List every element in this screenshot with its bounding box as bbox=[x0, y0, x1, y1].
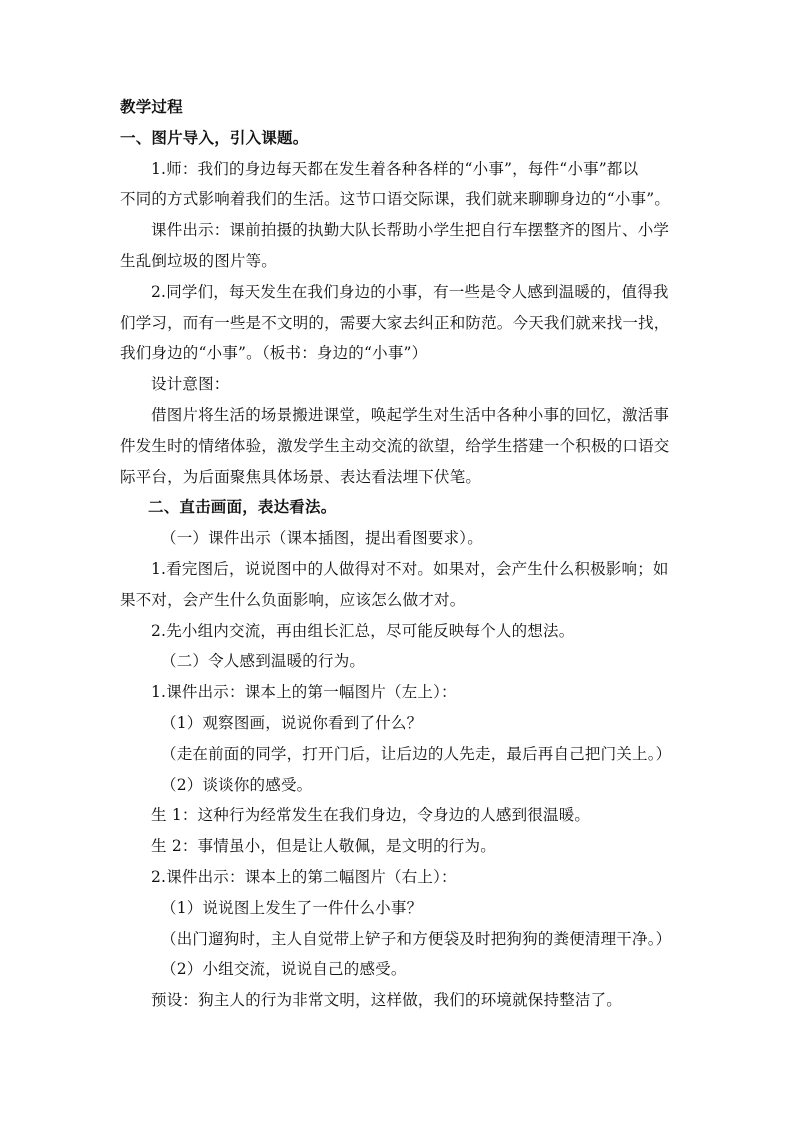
student-response: 生 2：事情虽小，但是让人敬佩，是文明的行为。 bbox=[151, 837, 496, 856]
paragraph-line: 借图片将生活的场景搬进课堂，唤起学生对生活中各种小事的回忆，激活事 bbox=[151, 405, 670, 424]
paragraph-line: 际平台，为后面聚焦具体场景、表达看法埋下伏笔。 bbox=[120, 467, 482, 486]
paragraph-line: （走在前面的同学，打开门后，让后边的人先走，最后再自己把门关上。） bbox=[161, 744, 672, 763]
paragraph-line: 件发生时的情绪体验，激发学生主动交流的欲望，给学生搭建一个积极的口语交 bbox=[120, 436, 670, 455]
paragraph-line: （2）谈谈你的感受。 bbox=[161, 775, 313, 794]
paragraph-line: 2.课件出示：课本上的第二幅图片（右上）： bbox=[151, 867, 457, 886]
paragraph-line: （1）说说图上发生了一件什么小事？ bbox=[161, 898, 423, 917]
paragraph-line: （2）小组交流，说说自己的感受。 bbox=[161, 960, 407, 979]
paragraph-line: （1）观察图画，说说你看到了什么？ bbox=[161, 713, 423, 732]
subsection-heading: （二）令人感到温暖的行为。 bbox=[161, 652, 366, 671]
student-response: 生 1：这种行为经常发生在我们身边，令身边的人感到很温暖。 bbox=[151, 806, 591, 825]
section-heading-part-one: 一、图片导入，引入课题。 bbox=[120, 127, 309, 147]
paragraph-line: 1.课件出示：课本上的第一幅图片（左上）： bbox=[151, 683, 457, 702]
paragraph-line: 课件出示：课前拍摄的执勤大队长帮助小学生把自行车摆整齐的图片、小学 bbox=[151, 221, 670, 240]
paragraph-line: （出门遛狗时，主人自觉带上铲子和方便袋及时把狗狗的粪便清理干净。） bbox=[161, 929, 672, 948]
paragraph-line: 生乱倒垃圾的图片等。 bbox=[120, 251, 278, 270]
section-heading-part-two: 二、直击画面，表达看法。 bbox=[148, 497, 337, 517]
document-page bbox=[120, 92, 680, 1016]
paragraph-line: 1.看完图后，说说图中的人做得对不对。如果对，会产生什么积极影响；如 bbox=[151, 559, 669, 578]
paragraph-line: 2.同学们，每天发生在我们身边的小事，有一些是令人感到温暖的，值得我 bbox=[151, 282, 669, 301]
design-intent-label: 设计意图： bbox=[151, 375, 230, 394]
section-heading-teaching-process: 教学过程 bbox=[120, 97, 183, 116]
subsection-heading: （一）课件出示（课本插图，提出看图要求）。 bbox=[161, 529, 483, 548]
paragraph-line: 预设：狗主人的行为非常文明，这样做，我们的环境就保持整洁了。 bbox=[151, 991, 623, 1010]
paragraph-line: 果不对，会产生什么负面影响，应该怎么做才对。 bbox=[120, 590, 466, 609]
paragraph-line: 2.先小组内交流，再由组长汇总，尽可能反映每个人的想法。 bbox=[151, 621, 575, 640]
paragraph-line: 1.师：我们的身边每天都在发生着各种各样的“小事”，每件“小事”都以 bbox=[151, 159, 639, 178]
paragraph-line: 我们身边的“小事”。（板书：身边的“小事”） bbox=[120, 344, 428, 363]
paragraph-line: 们学习，而有一些是不文明的，需要大家去纠正和防范。今天我们就来找一找， bbox=[120, 313, 670, 332]
paragraph-line: 不同的方式影响着我们的生活。这节口语交际课，我们就来聊聊身边的“小事”。 bbox=[120, 190, 671, 209]
